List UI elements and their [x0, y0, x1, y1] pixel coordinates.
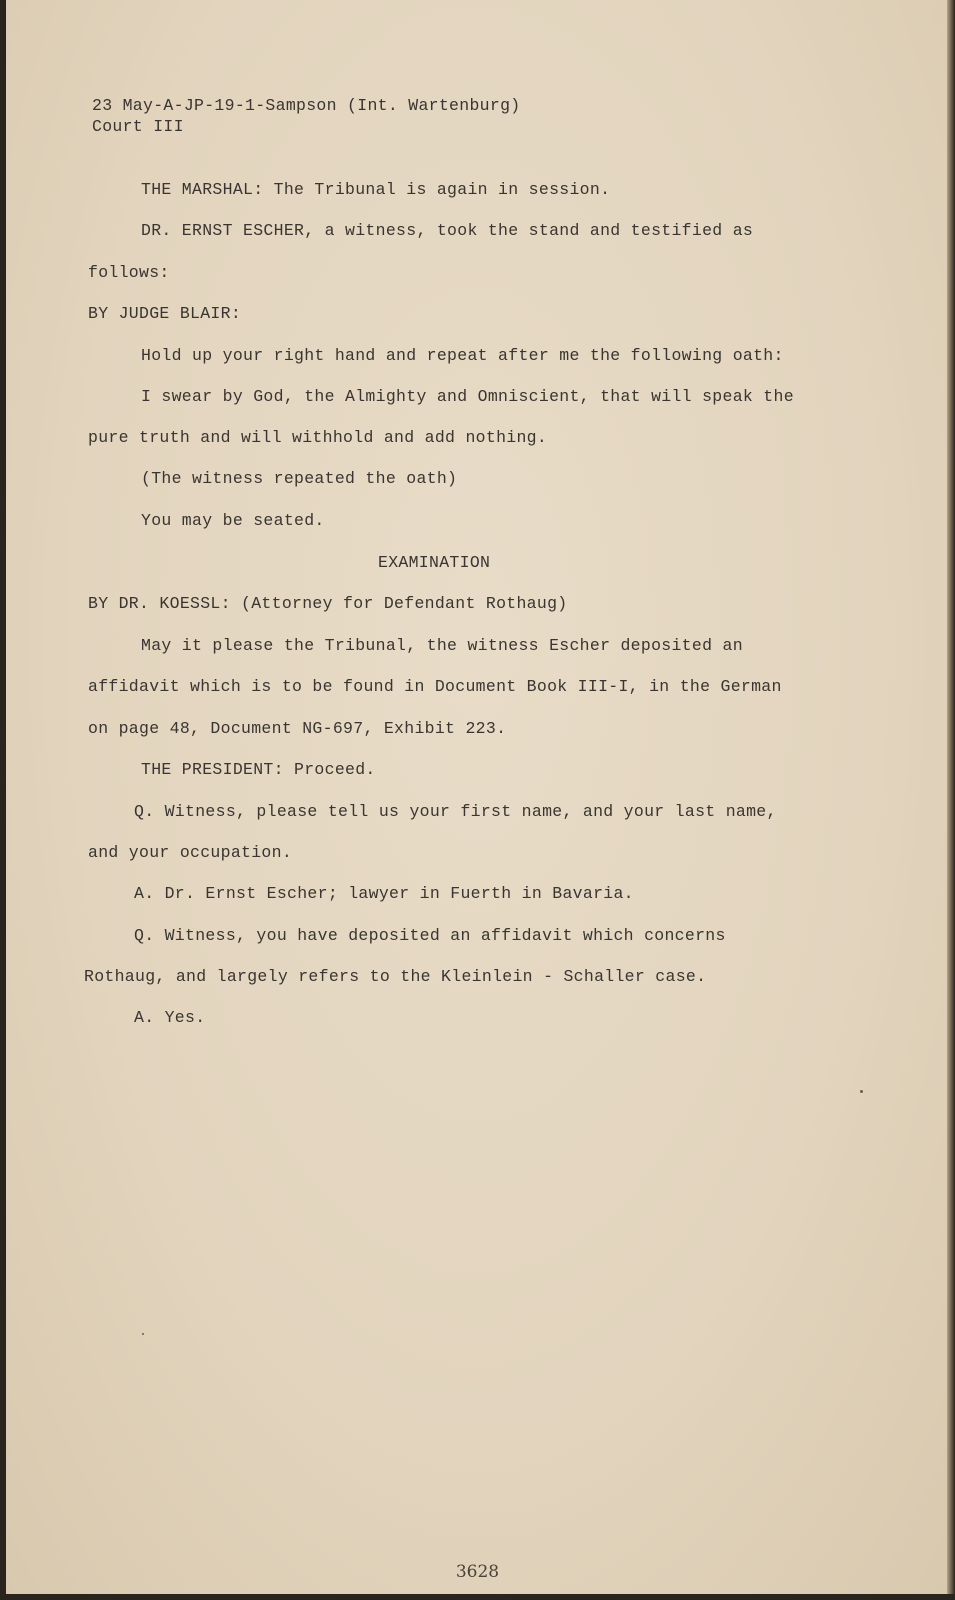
witness-intro-line-1: DR. ERNST ESCHER, a witness, took the stand and testified as: [141, 221, 754, 240]
by-judge-blair: BY JUDGE BLAIR:: [88, 304, 242, 323]
question-2-line-1: Q. Witness, you have deposited an affidavit which concerns: [134, 926, 726, 945]
header-line-1: 23 May-A-JP-19-1-Sampson (Int. Wartenburg): [92, 96, 521, 115]
by-dr-koessl: BY DR. KOESSL: (Attorney for Defendant Rothaug): [88, 594, 568, 613]
scan-edge-bottom: [0, 1594, 955, 1600]
be-seated: You may be seated.: [141, 511, 325, 530]
witness-intro-line-2: follows:: [88, 263, 170, 282]
question-2-line-2: Rothaug, and largely refers to the Kleinlein - Schaller case.: [84, 967, 707, 986]
answer-2: A. Yes.: [134, 1008, 206, 1027]
examination-heading: EXAMINATION: [378, 553, 491, 572]
scan-speck: [142, 1333, 144, 1335]
page-number: 3628: [455, 1562, 500, 1582]
header-line-2: Court III: [92, 117, 184, 136]
oath-line-1: I swear by God, the Almighty and Omniscient, that will speak the: [141, 387, 794, 406]
question-1-line-1: Q. Witness, please tell us your first name, and your last name,: [134, 802, 777, 821]
affidavit-line-2: affidavit which is to be found in Document Book III-I, in the German: [88, 677, 782, 696]
affidavit-line-3: on page 48, Document NG-697, Exhibit 223.: [88, 719, 507, 738]
question-1-line-2: and your occupation.: [88, 843, 293, 862]
affidavit-line-1: May it please the Tribunal, the witness Escher deposited an: [141, 636, 743, 655]
marshal-statement: THE MARSHAL: The Tribunal is again in session.: [141, 180, 611, 199]
answer-1: A. Dr. Ernst Escher; lawyer in Fuerth in Bavaria.: [134, 884, 634, 903]
president-proceed: THE PRESIDENT: Proceed.: [141, 760, 376, 779]
scan-edge-left: [0, 0, 6, 1600]
scan-edge-right: [947, 0, 955, 1600]
oath-instruction: Hold up your right hand and repeat after me the following oath:: [141, 346, 784, 365]
scan-speck: [860, 1090, 863, 1093]
oath-line-2: pure truth and will withhold and add nothing.: [88, 428, 548, 447]
oath-repeated: (The witness repeated the oath): [141, 469, 458, 488]
